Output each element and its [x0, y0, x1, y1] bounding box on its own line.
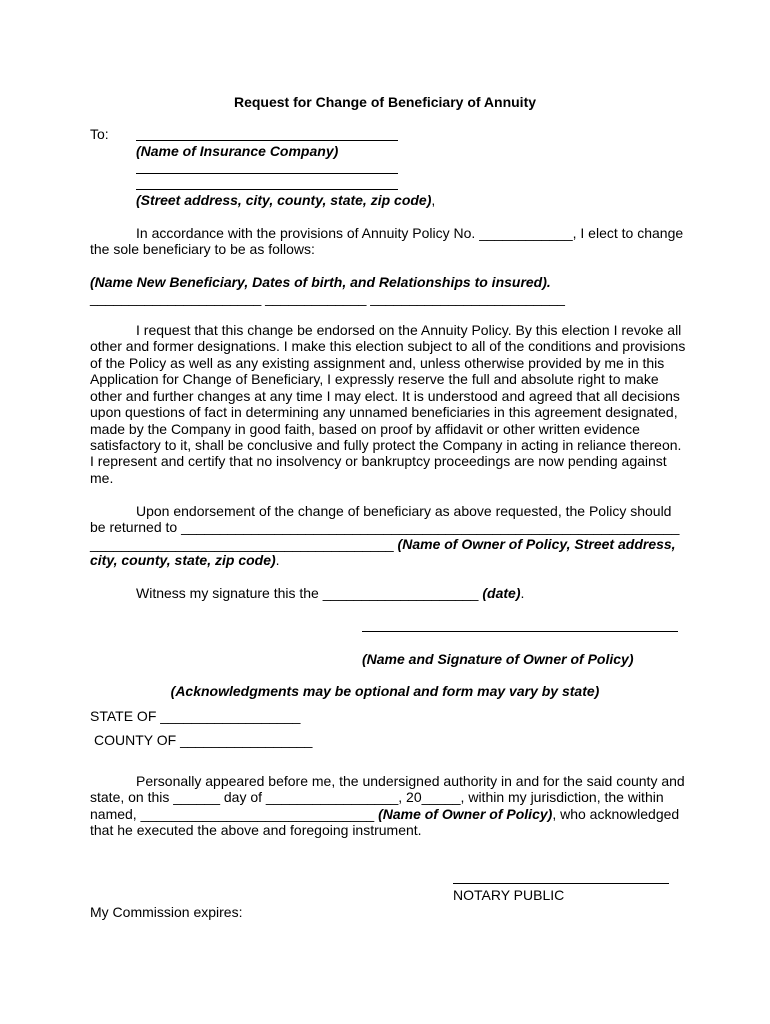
- notary-public-label: NOTARY PUBLIC: [453, 887, 565, 903]
- insurance-company-caption: (Name of Insurance Company): [136, 143, 339, 159]
- notary-para-line2: state, on this ______ day of _________________, 20_____, within my jurisdiction, the within: [90, 789, 664, 805]
- witness-line: [136, 585, 524, 601]
- notary-signature-line[interactable]: [453, 883, 669, 884]
- notary-para-text: , who acknowledged: [552, 806, 680, 822]
- return-to-blank[interactable]: ________________________________________________________________: [181, 519, 680, 535]
- owner-address-caption-cont: city, county, state, zip code): [90, 552, 276, 568]
- para2-line: other and former designations. I make this election subject to all of the conditions and provisions: [90, 338, 686, 354]
- notary-para-line3: [90, 806, 679, 822]
- para2-line: me.: [90, 470, 114, 486]
- address-line-1[interactable]: [136, 173, 398, 174]
- para1-text-end: , I elect to change: [572, 225, 684, 241]
- para3-text: be returned to: [90, 519, 182, 535]
- acknowledgment-note: (Acknowledgments may be optional and form may vary by state): [170, 683, 600, 699]
- para2-line: made by the Company in good faith, based on proof by affidavit or other written evidence: [90, 421, 640, 437]
- para2-line: I request that this change be endorsed on the Annuity Policy. By this election I revoke all: [136, 322, 682, 338]
- witness-date-caption: (date): [478, 585, 521, 601]
- notary-owner-caption: (Name of Owner of Policy): [378, 806, 553, 822]
- para2-line: upon questions of fact in determining any unnamed beneficiaries in this agreement designated,: [90, 404, 678, 420]
- para1-line2: the sole beneficiary to be as follows:: [90, 241, 315, 257]
- witness-text: Witness my signature this the: [136, 585, 323, 601]
- beneficiary-caption: (Name New Beneficiary, Dates of birth, and Relationships to insured).: [90, 274, 551, 290]
- owner-signature-line[interactable]: [362, 631, 678, 632]
- state-of-line[interactable]: STATE OF __________________: [90, 708, 301, 724]
- address-caption-line: [136, 192, 435, 208]
- county-of-line[interactable]: COUNTY OF _________________: [94, 732, 313, 748]
- para3-line1: Upon endorsement of the change of beneficiary as above requested, the Policy should: [136, 503, 672, 519]
- address-caption-trail: ,: [431, 192, 436, 208]
- commission-expires-label: My Commission expires:: [90, 904, 243, 920]
- witness-trail: .: [520, 585, 525, 601]
- notary-para-line4: that he executed the above and foregoing instrument.: [90, 822, 422, 838]
- para1-line1: [136, 225, 683, 241]
- para1-text: In accordance with the provisions of Annuity Policy No.: [136, 225, 480, 241]
- beneficiary-blanks[interactable]: ______________________ _____________ _________________________: [90, 290, 565, 306]
- address-caption: (Street address, city, county, state, zip code): [136, 192, 432, 208]
- para3-trail: .: [275, 552, 280, 568]
- para2-line: I represent and certify that no insolvency or bankruptcy proceedings are now pending against: [90, 453, 667, 469]
- to-label: To:: [90, 126, 109, 142]
- owner-address-caption: (Name of Owner of Policy, Street address,: [393, 536, 676, 552]
- policy-number-blank[interactable]: ____________: [479, 225, 573, 241]
- para2-line: Application for Change of Beneficiary, I expressly reserve the full and absolute right to make: [90, 371, 659, 387]
- para3-line4: [90, 552, 280, 568]
- para3-line3: [90, 536, 676, 552]
- address-line-2[interactable]: [136, 189, 398, 190]
- document-title: Request for Change of Beneficiary of Annuity: [233, 94, 537, 110]
- para2-line: satisfactory to it, shall be conclusive and fully protect the Company in acting in reliance thereon.: [90, 437, 682, 453]
- para2-line: of the Policy as well as any existing assignment and, unless otherwise provided by me in this: [90, 355, 665, 371]
- insurance-company-line[interactable]: [136, 140, 398, 141]
- witness-date-blank[interactable]: ____________________: [322, 585, 479, 601]
- owner-signature-caption: (Name and Signature of Owner of Policy): [362, 651, 634, 667]
- notary-named-blank[interactable]: named, ______________________________: [90, 806, 379, 822]
- notary-para-line1: Personally appeared before me, the undersigned authority in and for the said county and: [136, 773, 685, 789]
- para3-line2: [90, 519, 679, 535]
- para2-line: other and further changes at any time I may elect. It is understood and agreed that all decisions: [90, 388, 680, 404]
- owner-address-blank[interactable]: _______________________________________: [90, 536, 394, 552]
